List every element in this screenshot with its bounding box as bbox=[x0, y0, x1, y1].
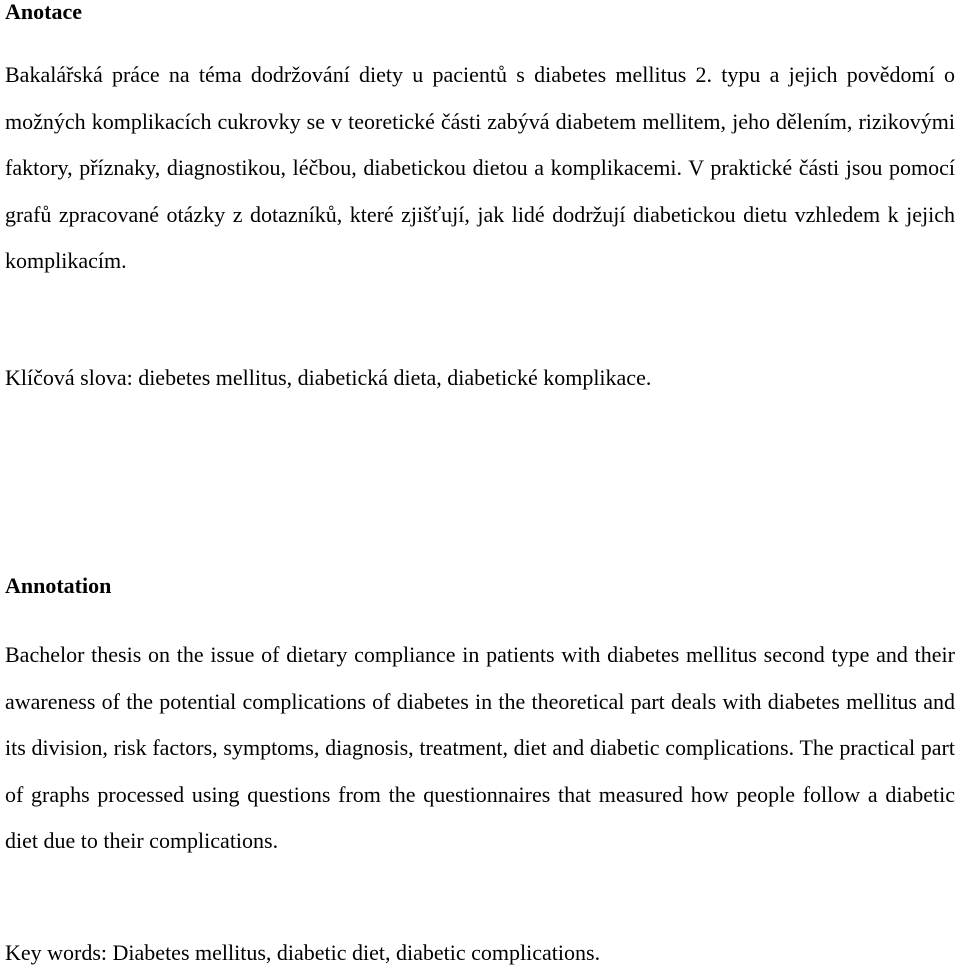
english-abstract-heading: Annotation bbox=[5, 573, 112, 598]
english-keywords: Key words: Diabetes mellitus, diabetic diet, diabetic complications. bbox=[5, 940, 601, 965]
english-abstract-paragraph: Bachelor thesis on the issue of dietary compliance in patients with diabetes mellitus second type and their awareness of the potential complications of diabetes in the theoretical part deals with diabetes mellitus and its division, risk factors, symptoms, diagnosis, treatment, diet and diabetic complications. The practical part of graphs processed using questions from the questionnaires that measured how people follow a diabetic diet due to their complications. bbox=[5, 642, 955, 853]
czech-keywords: Klíčová slova: diebetes mellitus, diabetická dieta, diabetické komplikace. bbox=[5, 365, 652, 390]
czech-abstract-heading: Anotace bbox=[5, 0, 82, 24]
czech-abstract-paragraph: Bakalářská práce na téma dodržování diety u pacientů s diabetes mellitus 2. typu a jejich povědomí o možných komplikacích cukrovky se v teoretické části zabývá diabetem mellitem, jeho dělením, rizikovými faktory, příznaky, diagnostikou, léčbou, diabetickou dietou a komplikacemi. V praktické části jsou pomocí grafů zpracované otázky z dotazníků, které zjišťují, jak lidé dodržují diabetickou dietu vzhledem k jejich komplikacím. bbox=[5, 62, 955, 273]
